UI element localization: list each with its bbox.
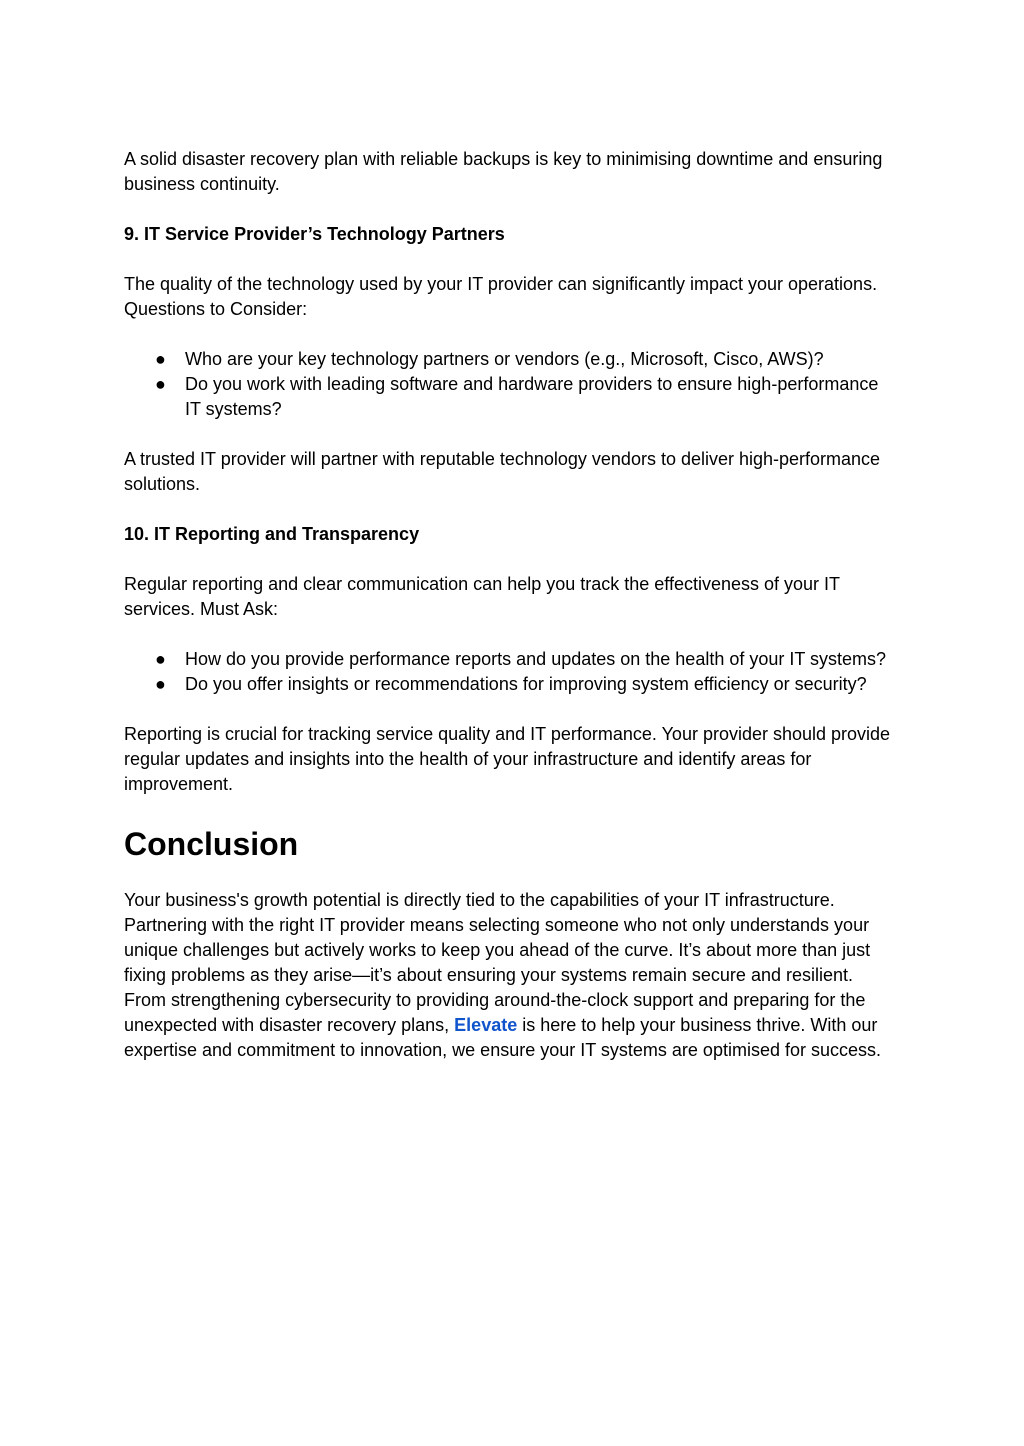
reporting-questions-list	[124, 647, 894, 697]
list-item-text: Who are your key technology partners or vendors (e.g., Microsoft, Cisco, AWS)?	[185, 349, 824, 369]
technology-partners-summary: A trusted IT provider will partner with reputable technology vendors to deliver high-performance solutions.	[124, 449, 881, 494]
bullet-icon: ●	[155, 349, 166, 369]
list-item-text: Do you work with leading software and hardware providers to ensure high-performance IT systems?	[185, 374, 879, 419]
section-9-heading: 9. IT Service Provider’s Technology Partners	[124, 224, 505, 244]
conclusion-text-after-link: is here to help your business thrive. With our expertise and commitment to innovation, we ensure your IT systems are optimised for success.	[124, 1015, 881, 1060]
technology-partners-intro: The quality of the technology used by your IT provider can significantly impact your operations. Questions to Consider:	[124, 274, 878, 319]
bullet-icon: ●	[155, 674, 166, 694]
elevate-link[interactable]: Elevate	[454, 1015, 518, 1035]
technology-questions-list	[124, 347, 894, 422]
disaster-recovery-summary: A solid disaster recovery plan with reliable backups is key to minimising downtime and ensuring business continuity.	[124, 149, 883, 194]
document-page	[124, 147, 894, 1088]
conclusion-paragraph	[124, 888, 894, 1063]
list-item	[155, 347, 894, 372]
list-item-text: Do you offer insights or recommendations for improving system efficiency or security?	[185, 674, 867, 694]
reporting-summary: Reporting is crucial for tracking service quality and IT performance. Your provider should provide regular updates and insights into the health of your infrastructure and identify areas for improvement.	[124, 724, 891, 794]
section-10-heading: 10. IT Reporting and Transparency	[124, 524, 420, 544]
reporting-intro: Regular reporting and clear communication can help you track the effectiveness of your IT services. Must Ask:	[124, 574, 840, 619]
bullet-icon: ●	[155, 649, 166, 669]
list-item	[155, 372, 894, 422]
bullet-icon: ●	[155, 374, 166, 394]
list-item	[155, 672, 894, 697]
conclusion-heading: Conclusion	[124, 826, 299, 862]
list-item-text: How do you provide performance reports and updates on the health of your IT systems?	[185, 649, 887, 669]
list-item	[155, 647, 894, 672]
conclusion-text-before-link: Your business's growth potential is directly tied to the capabilities of your IT infrastructure. Partnering with the right IT provider means selecting someone who not only understands your unique challenges but actively works to keep you ahead of the curve. It’s about more than just fixing problems as they arise—it’s about ensuring your systems remain secure and resilient. From strengthening cybersecurity to providing around-the-clock support and preparing for the unexpected with disaster recovery plans,	[124, 890, 871, 1035]
